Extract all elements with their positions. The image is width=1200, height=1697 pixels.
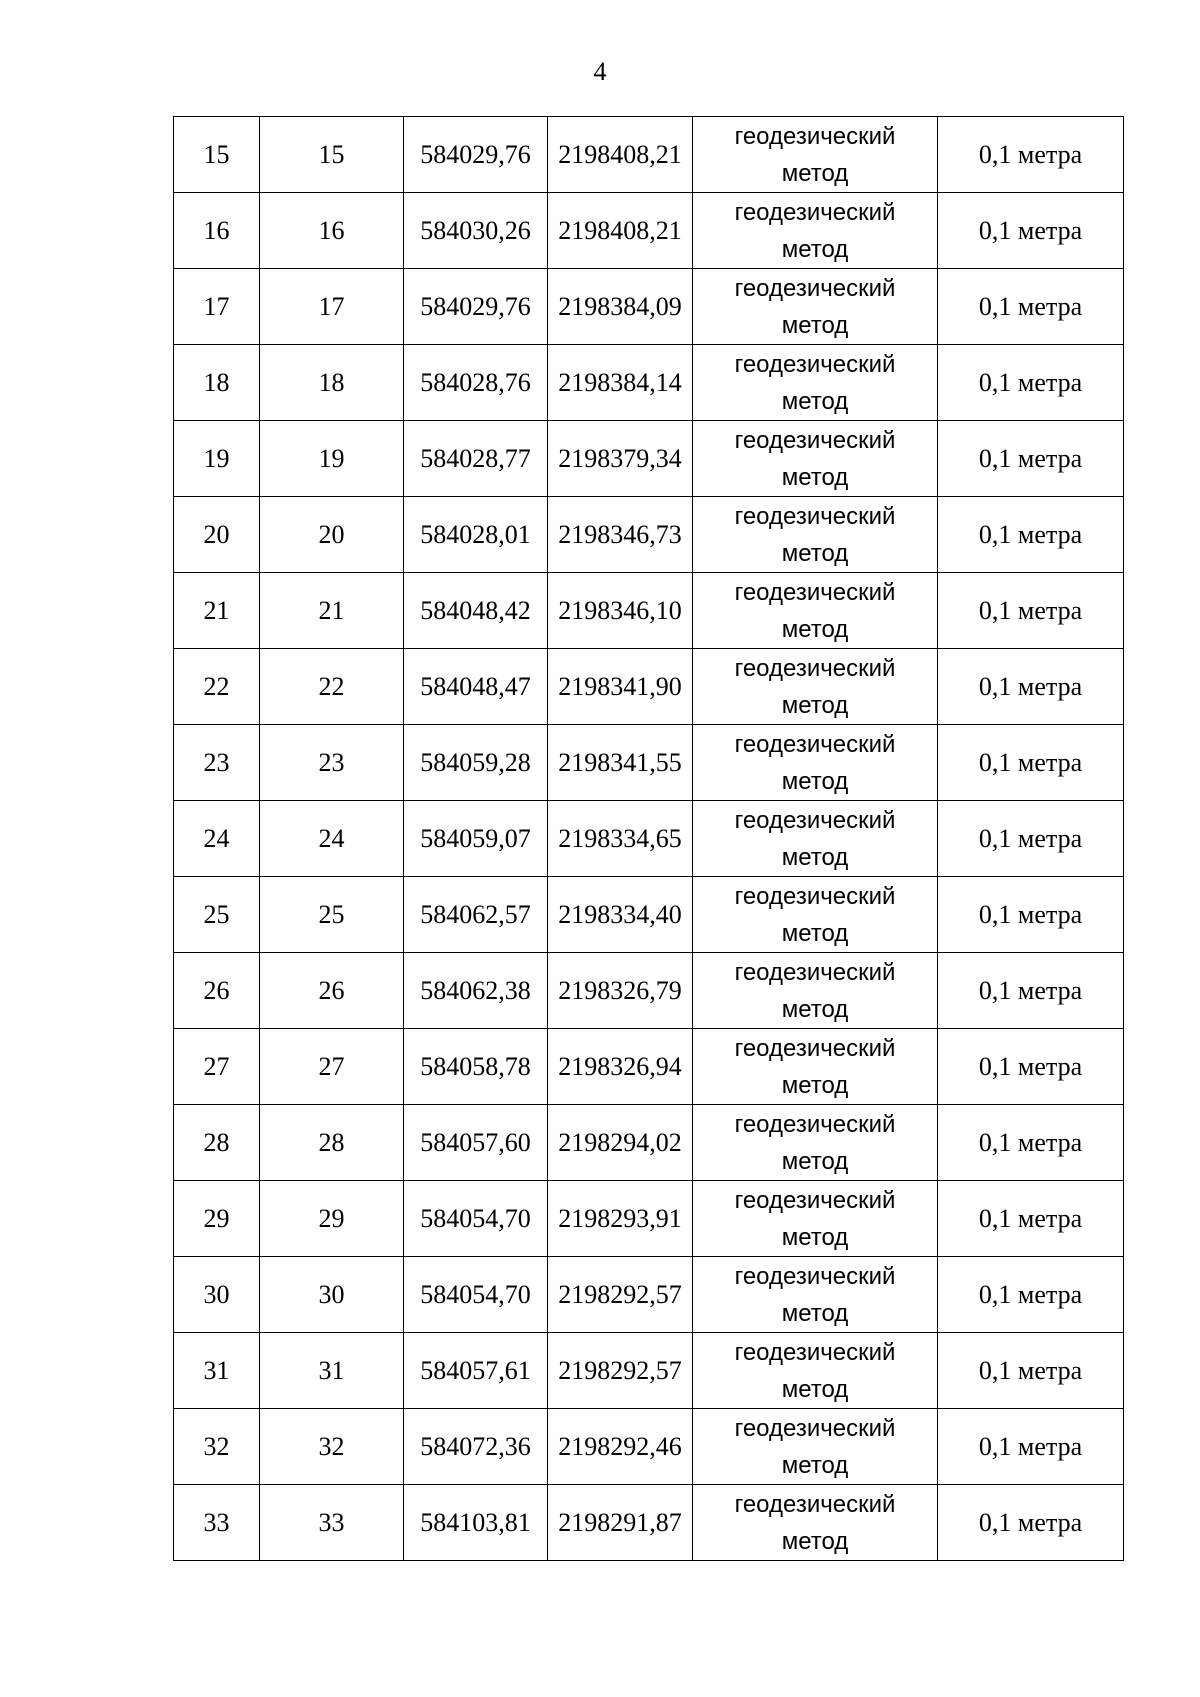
method-cell bbox=[693, 953, 938, 1029]
x-coordinate-cell: 584062,57 bbox=[404, 877, 548, 953]
method-cell bbox=[693, 1257, 938, 1333]
point-number-alt-cell: 30 bbox=[260, 1257, 404, 1333]
y-coordinate-cell: 2198384,14 bbox=[548, 345, 693, 421]
method-line-2: метод bbox=[781, 311, 849, 339]
method-cell bbox=[693, 877, 938, 953]
point-number-cell: 25 bbox=[174, 877, 260, 953]
accuracy-cell: 0,1 метра bbox=[938, 193, 1124, 269]
point-number-alt-cell: 31 bbox=[260, 1333, 404, 1409]
y-coordinate-cell: 2198334,40 bbox=[548, 877, 693, 953]
y-coordinate-cell: 2198341,55 bbox=[548, 725, 693, 801]
point-number-cell: 18 bbox=[174, 345, 260, 421]
x-coordinate-cell: 584048,47 bbox=[404, 649, 548, 725]
method-line-1: геодезический bbox=[734, 274, 896, 302]
x-coordinate-cell: 584048,42 bbox=[404, 573, 548, 649]
table-row bbox=[174, 497, 1124, 573]
method-line-2: метод bbox=[781, 1527, 849, 1555]
point-number-cell: 21 bbox=[174, 573, 260, 649]
point-number-cell: 31 bbox=[174, 1333, 260, 1409]
y-coordinate-cell: 2198384,09 bbox=[548, 269, 693, 345]
x-coordinate-cell: 584062,38 bbox=[404, 953, 548, 1029]
method-line-1: геодезический bbox=[734, 426, 896, 454]
point-number-cell: 24 bbox=[174, 801, 260, 877]
y-coordinate-cell: 2198294,02 bbox=[548, 1105, 693, 1181]
table-row bbox=[174, 117, 1124, 193]
point-number-alt-cell: 32 bbox=[260, 1409, 404, 1485]
point-number-alt-cell: 25 bbox=[260, 877, 404, 953]
method-cell bbox=[693, 801, 938, 877]
method-cell bbox=[693, 1105, 938, 1181]
x-coordinate-cell: 584103,81 bbox=[404, 1485, 548, 1561]
point-number-alt-cell: 27 bbox=[260, 1029, 404, 1105]
table-row bbox=[174, 725, 1124, 801]
method-line-1: геодезический bbox=[734, 654, 896, 682]
method-cell bbox=[693, 421, 938, 497]
y-coordinate-cell: 2198292,57 bbox=[548, 1333, 693, 1409]
accuracy-cell: 0,1 метра bbox=[938, 725, 1124, 801]
point-number-alt-cell: 19 bbox=[260, 421, 404, 497]
point-number-alt-cell: 16 bbox=[260, 193, 404, 269]
method-cell bbox=[693, 1333, 938, 1409]
point-number-cell: 20 bbox=[174, 497, 260, 573]
point-number-alt-cell: 23 bbox=[260, 725, 404, 801]
y-coordinate-cell: 2198293,91 bbox=[548, 1181, 693, 1257]
method-line-1: геодезический bbox=[734, 198, 896, 226]
method-line-1: геодезический bbox=[734, 1186, 896, 1214]
point-number-cell: 28 bbox=[174, 1105, 260, 1181]
method-line-2: метод bbox=[781, 843, 849, 871]
point-number-cell: 32 bbox=[174, 1409, 260, 1485]
method-line-1: геодезический bbox=[734, 122, 896, 150]
point-number-cell: 23 bbox=[174, 725, 260, 801]
method-line-2: метод bbox=[781, 159, 849, 187]
table-row bbox=[174, 573, 1124, 649]
method-line-1: геодезический bbox=[734, 1490, 896, 1518]
x-coordinate-cell: 584028,76 bbox=[404, 345, 548, 421]
x-coordinate-cell: 584058,78 bbox=[404, 1029, 548, 1105]
y-coordinate-cell: 2198292,46 bbox=[548, 1409, 693, 1485]
method-line-2: метод bbox=[781, 539, 849, 567]
method-line-1: геодезический bbox=[734, 1414, 896, 1442]
method-cell bbox=[693, 1029, 938, 1105]
accuracy-cell: 0,1 метра bbox=[938, 1105, 1124, 1181]
y-coordinate-cell: 2198408,21 bbox=[548, 117, 693, 193]
accuracy-cell: 0,1 метра bbox=[938, 1181, 1124, 1257]
x-coordinate-cell: 584029,76 bbox=[404, 269, 548, 345]
point-number-cell: 15 bbox=[174, 117, 260, 193]
point-number-alt-cell: 33 bbox=[260, 1485, 404, 1561]
table-row bbox=[174, 1105, 1124, 1181]
method-cell bbox=[693, 1485, 938, 1561]
x-coordinate-cell: 584028,01 bbox=[404, 497, 548, 573]
accuracy-cell: 0,1 метра bbox=[938, 269, 1124, 345]
method-line-2: метод bbox=[781, 919, 849, 947]
accuracy-cell: 0,1 метра bbox=[938, 953, 1124, 1029]
x-coordinate-cell: 584059,28 bbox=[404, 725, 548, 801]
method-line-2: метод bbox=[781, 1451, 849, 1479]
y-coordinate-cell: 2198408,21 bbox=[548, 193, 693, 269]
accuracy-cell: 0,1 метра bbox=[938, 497, 1124, 573]
y-coordinate-cell: 2198291,87 bbox=[548, 1485, 693, 1561]
method-line-2: метод bbox=[781, 1299, 849, 1327]
point-number-cell: 26 bbox=[174, 953, 260, 1029]
table-row bbox=[174, 421, 1124, 497]
table-row bbox=[174, 345, 1124, 421]
x-coordinate-cell: 584059,07 bbox=[404, 801, 548, 877]
y-coordinate-cell: 2198326,79 bbox=[548, 953, 693, 1029]
table-row bbox=[174, 1409, 1124, 1485]
method-line-2: метод bbox=[781, 691, 849, 719]
table-row bbox=[174, 649, 1124, 725]
method-cell bbox=[693, 117, 938, 193]
point-number-cell: 33 bbox=[174, 1485, 260, 1561]
point-number-alt-cell: 18 bbox=[260, 345, 404, 421]
method-cell bbox=[693, 1181, 938, 1257]
point-number-cell: 30 bbox=[174, 1257, 260, 1333]
accuracy-cell: 0,1 метра bbox=[938, 1333, 1124, 1409]
x-coordinate-cell: 584028,77 bbox=[404, 421, 548, 497]
point-number-alt-cell: 26 bbox=[260, 953, 404, 1029]
method-line-2: метод bbox=[781, 387, 849, 415]
y-coordinate-cell: 2198379,34 bbox=[548, 421, 693, 497]
x-coordinate-cell: 584057,61 bbox=[404, 1333, 548, 1409]
point-number-alt-cell: 22 bbox=[260, 649, 404, 725]
table-row bbox=[174, 1181, 1124, 1257]
method-line-1: геодезический bbox=[734, 1262, 896, 1290]
point-number-alt-cell: 17 bbox=[260, 269, 404, 345]
method-cell bbox=[693, 573, 938, 649]
point-number-cell: 17 bbox=[174, 269, 260, 345]
accuracy-cell: 0,1 метра bbox=[938, 877, 1124, 953]
method-line-2: метод bbox=[781, 1071, 849, 1099]
method-line-2: метод bbox=[781, 615, 849, 643]
method-line-1: геодезический bbox=[734, 1110, 896, 1138]
table-row bbox=[174, 1257, 1124, 1333]
method-cell bbox=[693, 269, 938, 345]
accuracy-cell: 0,1 метра bbox=[938, 345, 1124, 421]
table-row bbox=[174, 801, 1124, 877]
method-line-1: геодезический bbox=[734, 350, 896, 378]
point-number-cell: 16 bbox=[174, 193, 260, 269]
point-number-alt-cell: 15 bbox=[260, 117, 404, 193]
method-cell bbox=[693, 497, 938, 573]
x-coordinate-cell: 584057,60 bbox=[404, 1105, 548, 1181]
point-number-alt-cell: 29 bbox=[260, 1181, 404, 1257]
accuracy-cell: 0,1 метра bbox=[938, 421, 1124, 497]
method-cell bbox=[693, 193, 938, 269]
x-coordinate-cell: 584029,76 bbox=[404, 117, 548, 193]
y-coordinate-cell: 2198292,57 bbox=[548, 1257, 693, 1333]
point-number-alt-cell: 24 bbox=[260, 801, 404, 877]
method-line-2: метод bbox=[781, 1375, 849, 1403]
table-row bbox=[174, 193, 1124, 269]
accuracy-cell: 0,1 метра bbox=[938, 573, 1124, 649]
x-coordinate-cell: 584030,26 bbox=[404, 193, 548, 269]
method-line-2: метод bbox=[781, 463, 849, 491]
x-coordinate-cell: 584054,70 bbox=[404, 1181, 548, 1257]
table-row bbox=[174, 953, 1124, 1029]
accuracy-cell: 0,1 метра bbox=[938, 1257, 1124, 1333]
method-line-1: геодезический bbox=[734, 882, 896, 910]
method-line-1: геодезический bbox=[734, 1034, 896, 1062]
method-line-1: геодезический bbox=[734, 958, 896, 986]
method-line-2: метод bbox=[781, 995, 849, 1023]
x-coordinate-cell: 584054,70 bbox=[404, 1257, 548, 1333]
point-number-cell: 22 bbox=[174, 649, 260, 725]
method-line-2: метод bbox=[781, 1223, 849, 1251]
table-row bbox=[174, 269, 1124, 345]
accuracy-cell: 0,1 метра bbox=[938, 1029, 1124, 1105]
point-number-alt-cell: 28 bbox=[260, 1105, 404, 1181]
y-coordinate-cell: 2198326,94 bbox=[548, 1029, 693, 1105]
y-coordinate-cell: 2198341,90 bbox=[548, 649, 693, 725]
table-row bbox=[174, 1485, 1124, 1561]
accuracy-cell: 0,1 метра bbox=[938, 1485, 1124, 1561]
accuracy-cell: 0,1 метра bbox=[938, 1409, 1124, 1485]
accuracy-cell: 0,1 метра bbox=[938, 649, 1124, 725]
method-line-2: метод bbox=[781, 235, 849, 263]
method-cell bbox=[693, 345, 938, 421]
accuracy-cell: 0,1 метра bbox=[938, 117, 1124, 193]
point-number-cell: 29 bbox=[174, 1181, 260, 1257]
method-line-1: геодезический bbox=[734, 1338, 896, 1366]
point-number-alt-cell: 20 bbox=[260, 497, 404, 573]
method-cell bbox=[693, 725, 938, 801]
x-coordinate-cell: 584072,36 bbox=[404, 1409, 548, 1485]
table-row bbox=[174, 1029, 1124, 1105]
coordinates-table bbox=[173, 116, 1124, 1561]
method-line-2: метод bbox=[781, 1147, 849, 1175]
method-line-1: геодезический bbox=[734, 730, 896, 758]
point-number-alt-cell: 21 bbox=[260, 573, 404, 649]
y-coordinate-cell: 2198346,10 bbox=[548, 573, 693, 649]
method-cell bbox=[693, 1409, 938, 1485]
table-row bbox=[174, 1333, 1124, 1409]
method-line-1: геодезический bbox=[734, 502, 896, 530]
page-number: 4 bbox=[593, 57, 607, 86]
y-coordinate-cell: 2198346,73 bbox=[548, 497, 693, 573]
coordinates-table-body bbox=[174, 117, 1124, 1561]
point-number-cell: 27 bbox=[174, 1029, 260, 1105]
accuracy-cell: 0,1 метра bbox=[938, 801, 1124, 877]
method-cell bbox=[693, 649, 938, 725]
y-coordinate-cell: 2198334,65 bbox=[548, 801, 693, 877]
point-number-cell: 19 bbox=[174, 421, 260, 497]
table-row bbox=[174, 877, 1124, 953]
method-line-1: геодезический bbox=[734, 806, 896, 834]
method-line-1: геодезический bbox=[734, 578, 896, 606]
method-line-2: метод bbox=[781, 767, 849, 795]
